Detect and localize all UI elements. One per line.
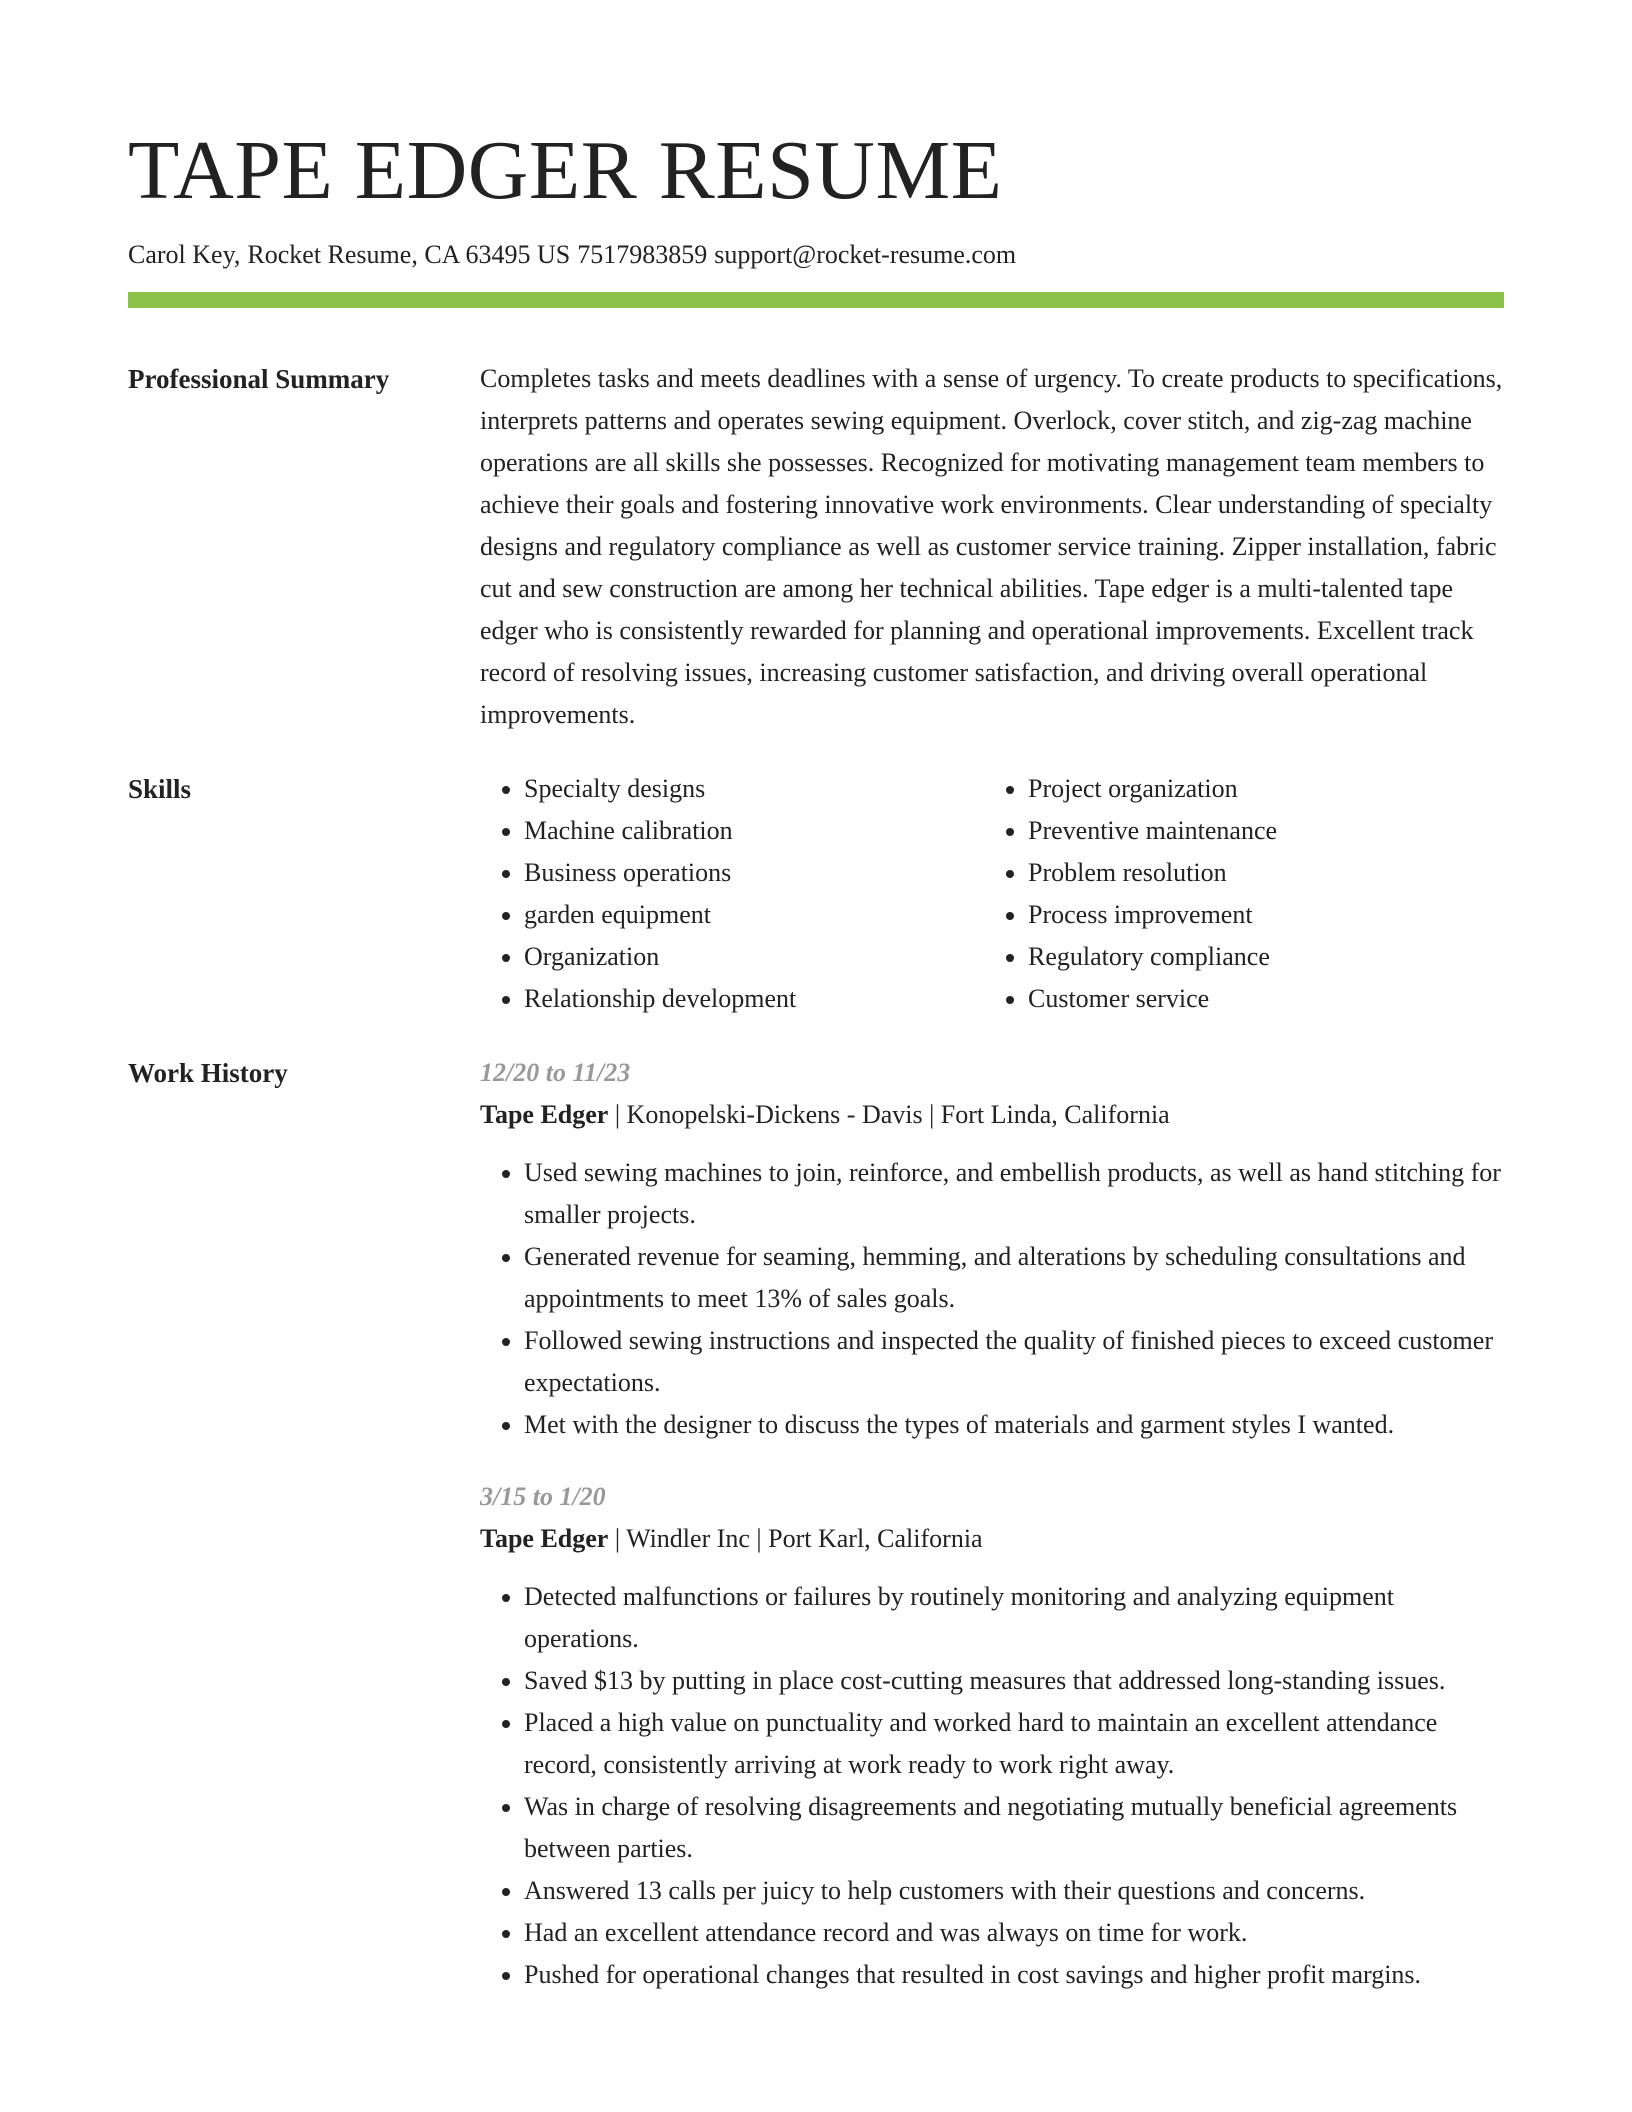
job-bullet: • Saved $13 by putting in place cost-cutting measures that addressed long-standing issues. [524, 1660, 1504, 1702]
skill-item: • Relationship development [524, 978, 984, 1020]
skills-list-right [984, 768, 1488, 1020]
job-bullet: • Followed sewing instructions and inspected the quality of finished pieces to exceed customer expectations. [524, 1320, 1504, 1404]
job-employer-location: | Konopelski-Dickens - Davis | Fort Linda, California [608, 1100, 1170, 1129]
job-bullet: • Pushed for operational changes that resulted in cost savings and higher profit margins. [524, 1954, 1504, 1996]
section-label-work-history: Work History [128, 1058, 288, 1088]
contact-name: Carol Key, [128, 240, 241, 269]
work-history-body [480, 1052, 1504, 1996]
job-bullet: • Had an excellent attendance record and was always on time for work. [524, 1912, 1504, 1954]
summary-body [480, 358, 1504, 736]
summary-text: Completes tasks and meets deadlines with a sense of urgency. To create products to specifications, interprets patterns and operates sewing equipment. Overlock, cover stitch, and zig-zag machine operations are all skills she possesses. Recognized for motivating management team members to achieve their goals and fostering innovative work environments. Clear understanding of specialty designs and regulatory compliance as well as customer service training. Zipper installation, fabric cut and sew construction are among her technical abilities. Tape edger is a multi-talented tape edger who is consistently rewarded for planning and operational improvements. Excellent track record of resolving issues, increasing customer satisfaction, and driving overall operational improvements. [480, 364, 1503, 729]
skill-item: • Organization [524, 936, 984, 978]
job-bullet: • Detected malfunctions or failures by routinely monitoring and analyzing equipment operations. [524, 1576, 1504, 1660]
contact-line [128, 238, 1504, 272]
skill-item: • Process improvement [1028, 894, 1488, 936]
accent-divider [128, 292, 1504, 308]
job-employer-location: | Windler Inc | Port Karl, California [608, 1524, 983, 1553]
job-dates: 12/20 to 11/23 [480, 1058, 631, 1087]
job-heading [480, 1094, 1504, 1136]
job-bullet: • Met with the designer to discuss the types of materials and garment styles I wanted. [524, 1404, 1504, 1446]
job-bullet: • Was in charge of resolving disagreements and negotiating mutually beneficial agreements between parties. [524, 1786, 1504, 1870]
section-label-skills: Skills [128, 774, 192, 804]
section-work-history [128, 1052, 1504, 1996]
skill-item: • Customer service [1028, 978, 1488, 1020]
skills-body [480, 768, 1504, 1020]
job-bullets [480, 1152, 1504, 1446]
section-professional-summary [128, 358, 1504, 736]
skill-item: • Preventive maintenance [1028, 810, 1488, 852]
skill-item: • Business operations [524, 852, 984, 894]
skill-item: • garden equipment [524, 894, 984, 936]
skill-item: • Problem resolution [1028, 852, 1488, 894]
job-bullets [480, 1576, 1504, 1996]
job-entry [480, 1476, 1504, 1996]
job-bullet: • Answered 13 calls per juicy to help customers with their questions and concerns. [524, 1870, 1504, 1912]
skill-item: • Project organization [1028, 768, 1488, 810]
job-heading [480, 1518, 1504, 1560]
job-dates: 3/15 to 1/20 [480, 1482, 606, 1511]
contact-phone: 7517983859 [577, 240, 708, 269]
contact-email: support@rocket-resume.com [714, 240, 1017, 269]
job-title: Tape Edger [480, 1100, 609, 1129]
section-skills [128, 768, 1504, 1020]
page-title: TAPE EDGER RESUME [128, 124, 1003, 217]
skill-item: • Specialty designs [524, 768, 984, 810]
skills-list-left [480, 768, 984, 1020]
section-label-summary: Professional Summary [128, 364, 390, 394]
job-bullet: • Generated revenue for seaming, hemming, and alterations by scheduling consultations and appointments to meet 13% of sales goals. [524, 1236, 1504, 1320]
skill-item: • Regulatory compliance [1028, 936, 1488, 978]
skill-item: • Machine calibration [524, 810, 984, 852]
job-bullet: • Used sewing machines to join, reinforce, and embellish products, as well as hand stitching for smaller projects. [524, 1152, 1504, 1236]
job-title: Tape Edger [480, 1524, 609, 1553]
job-entry [480, 1052, 1504, 1446]
contact-location: Rocket Resume, CA 63495 US [247, 240, 571, 269]
job-bullet: • Placed a high value on punctuality and worked hard to maintain an excellent attendance record, consistently arriving at work ready to work right away. [524, 1702, 1504, 1786]
